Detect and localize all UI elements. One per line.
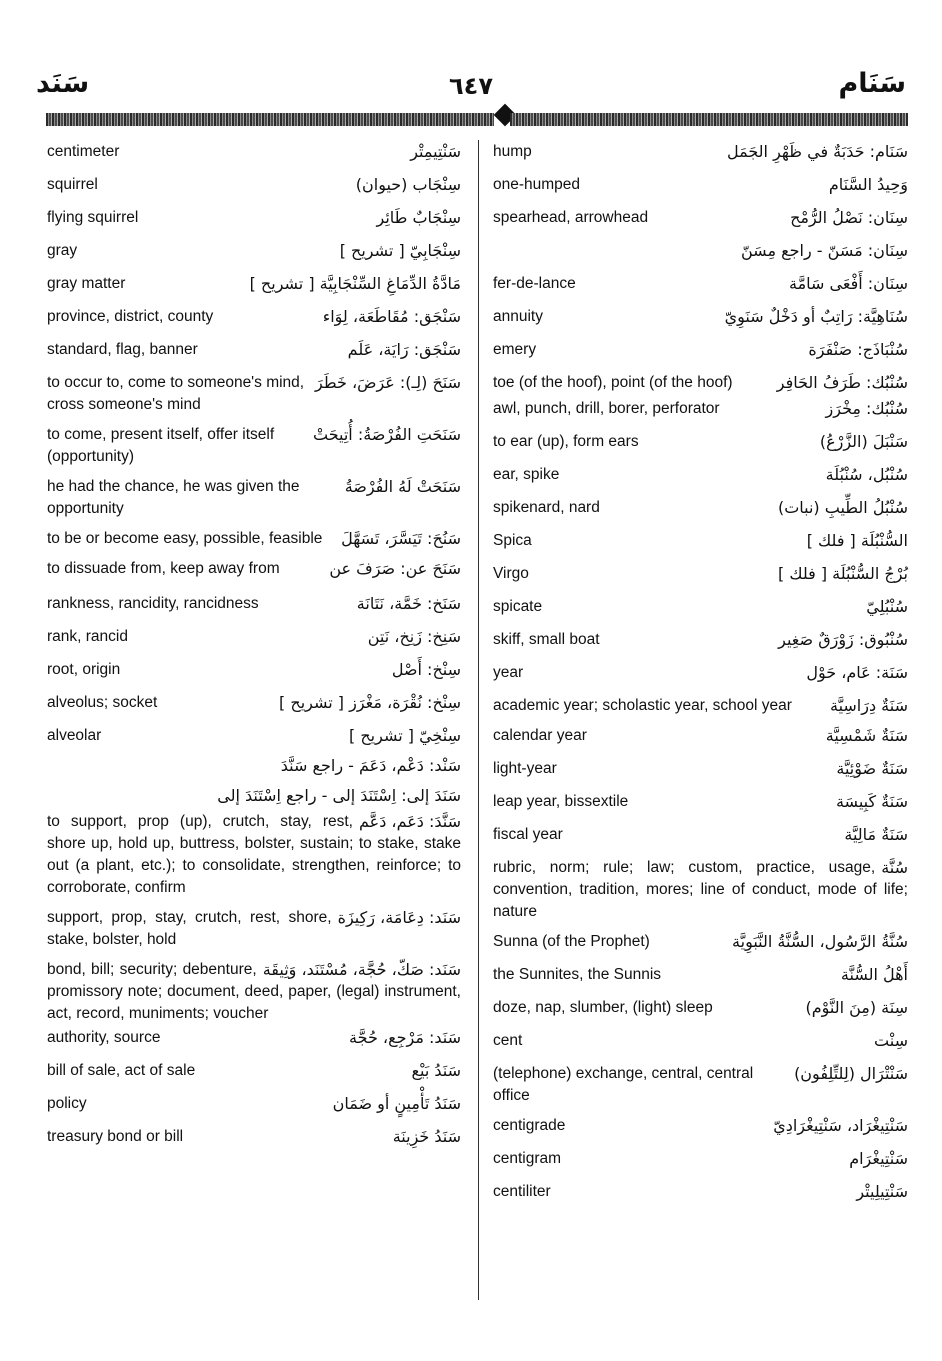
english-definition: province, district, county: [47, 308, 214, 325]
arabic-headword: سِنْخِيّ [ تشريح ]: [349, 726, 461, 745]
dictionary-entry: [493, 141, 908, 163]
arabic-headword: سُنَّة: [881, 858, 908, 877]
dictionary-entry: [47, 273, 461, 295]
english-definition: Virgo: [493, 565, 529, 582]
english-definition: calendar year: [493, 727, 587, 744]
arabic-headword: سِنْجَابِيّ [ تشريح ]: [339, 241, 461, 260]
arabic-headword: سَنَحَتْ لَهُ الفُرْصَةُ: [344, 477, 461, 496]
dictionary-entry: [47, 240, 461, 262]
column-divider: [478, 140, 479, 1300]
english-definition: light-year: [493, 760, 557, 777]
arabic-headword: سِنْخ: نُقْرَة، مَغْرَز [ تشريح ]: [279, 693, 461, 712]
english-definition: Spica: [493, 532, 532, 549]
english-definition: fiscal year: [493, 826, 563, 843]
dictionary-entry: [493, 207, 908, 229]
dictionary-entry: [493, 1181, 908, 1203]
arabic-headword: سَنَدَ إلى: اِسْتَنَدَ إلى - راجع اِسْتَنَدَ إلى: [217, 786, 461, 805]
english-definition: annuity: [493, 308, 543, 325]
dictionary-entry: [47, 339, 461, 361]
arabic-headword: سُنَّةُ الرَّسُول، السُّنَّةُ النَّبَوِيَّة: [732, 932, 908, 951]
dictionary-entry: [493, 1148, 908, 1170]
english-definition: centigram: [493, 1150, 562, 1167]
english-definition: centimeter: [47, 143, 120, 160]
arabic-headword: وَحِيدُ السَّنَام: [828, 175, 908, 194]
english-definition: awl, punch, drill, borer, perforator: [493, 400, 720, 417]
dictionary-entry: [47, 424, 461, 468]
header-rule-right: [510, 113, 908, 126]
left-column: [47, 141, 461, 1148]
english-definition: ear, spike: [493, 466, 560, 483]
english-definition: to occur to, come to someone's mind, cross someone's mind: [47, 374, 305, 413]
english-definition: cent: [493, 1032, 523, 1049]
dictionary-entry: [47, 476, 461, 520]
dictionary-entry: [493, 791, 908, 813]
dictionary-entry: [47, 372, 461, 416]
arabic-headword: سَنَةٌ شَمْسِيَّة: [825, 726, 908, 745]
english-definition: emery: [493, 341, 537, 358]
page-number: ٦٤٧: [449, 72, 493, 100]
dictionary-entry: [493, 824, 908, 846]
arabic-headword: سَنِخ: زَنِخ، نَتِن: [367, 627, 461, 646]
english-definition: centiliter: [493, 1183, 551, 1200]
english-definition: standard, flag, banner: [47, 341, 198, 358]
arabic-headword: السُّنْبُلَة [ فلك ]: [806, 531, 908, 550]
dictionary-entry: [493, 1115, 908, 1137]
arabic-headword: سَنَدُ خَزِينَة: [392, 1127, 461, 1146]
english-definition: leap year, bissextile: [493, 793, 629, 810]
english-definition: (telephone) exchange, central, central office: [493, 1065, 754, 1104]
arabic-headword: سِنَان: مَسَنّ - راجع مِسَنّ: [741, 241, 908, 260]
header-rule-left: [46, 113, 494, 126]
dictionary-entry: [47, 528, 461, 550]
dictionary-entry: [493, 758, 908, 780]
arabic-headword: سَنْجَق: رَايَة، عَلَم: [347, 340, 461, 359]
arabic-headword: سَنَةٌ دِرَاسِيَّة: [829, 696, 908, 715]
arabic-headword: سَنُحَ: تَيَسَّرَ، تَسَهَّلَ: [341, 529, 461, 548]
dictionary-entry: [493, 273, 908, 295]
dictionary-entry: [47, 1027, 461, 1049]
dictionary-entry: [493, 339, 908, 361]
dictionary-entry: [493, 1030, 908, 1052]
arabic-headword: سَنَحَتِ الفُرْصَةُ: أُتِيحَتْ: [312, 425, 461, 444]
dictionary-entry: [493, 563, 908, 585]
arabic-headword: سُنَاهِيَّة: رَاتِبٌ أو دَخْلٌ سَنَوِيّ: [724, 307, 908, 326]
english-definition: support, prop, stay, crutch, rest, shore, stake, bolster, hold: [47, 909, 332, 948]
arabic-headword: سُنْبُلِيّ: [866, 597, 908, 616]
arabic-headword: سَنَةٌ ضَوْئِيَّة: [836, 759, 908, 778]
english-definition: rankness, rancidity, rancidness: [47, 595, 259, 612]
dictionary-entry: [47, 785, 461, 807]
dictionary-entry: [493, 372, 908, 394]
arabic-headword: سُنْبُل، سُنْبُلَة: [825, 465, 908, 484]
english-definition: gray matter: [47, 275, 126, 292]
english-definition: Sunna (of the Prophet): [493, 933, 650, 950]
dictionary-entry: [47, 558, 461, 580]
arabic-headword: بُرْجُ السُّنْبُلَة [ فلك ]: [778, 564, 908, 583]
english-definition: toe (of the hoof), point (of the hoof): [493, 374, 733, 391]
arabic-headword: سُنْبُك: طَرَفُ الحَافِر: [776, 373, 908, 392]
english-definition: policy: [47, 1095, 87, 1112]
dictionary-entry: [493, 431, 908, 453]
dictionary-entry: [47, 174, 461, 196]
arabic-headword: سَنْبَلَ (الزَّرْعُ): [819, 432, 908, 451]
dictionary-entry: [47, 1060, 461, 1082]
arabic-headword: سِنْخ: أَصْل: [391, 660, 461, 679]
english-definition: spicate: [493, 598, 543, 615]
header-left-guide-word: سَنَد: [36, 68, 90, 99]
dictionary-entry: [493, 1063, 908, 1107]
english-definition: bill of sale, act of sale: [47, 1062, 196, 1079]
dictionary-entry: [47, 725, 461, 747]
arabic-headword: سَنَدُ تَأْمِينٍ أو ضَمَان: [332, 1094, 461, 1113]
english-definition: rubric, norm; rule; law; custom, practice, usage, convention, tradition, mores; line of conduct, mode of life; nature: [493, 859, 908, 920]
dictionary-entry: [493, 174, 908, 196]
dictionary-entry: [493, 530, 908, 552]
english-definition: skiff, small boat: [493, 631, 600, 648]
arabic-headword: سَنْتِيغْرَاد، سَنْتِيغْرَادِيّ: [773, 1116, 908, 1135]
arabic-headword: سَنَخ: خَمَّة، نَتَانَة: [356, 594, 461, 613]
arabic-headword: سُنْبُوق: زَوْرَقٌ صَغِير: [778, 630, 908, 649]
english-definition: the Sunnites, the Sunnis: [493, 966, 662, 983]
dictionary-entry: [493, 596, 908, 618]
arabic-headword: سَنْجَق: مُقَاطَعَة، لِوَاء: [322, 307, 461, 326]
dictionary-entry: [493, 857, 908, 923]
arabic-headword: سَنْد: دَعْم، دَعَمَ - راجع سَنَّدَ: [280, 756, 461, 775]
english-definition: to be or become easy, possible, feasible: [47, 530, 323, 547]
english-definition: to come, present itself, offer itself (opportunity): [47, 426, 275, 465]
arabic-headword: سِنْت: [874, 1031, 908, 1050]
dictionary-entry: [493, 497, 908, 519]
english-definition: to support, prop (up), crutch, stay, rest, shore up, hold up, buttress, bolster, sustain; to stake, stake out (a plant, etc.); to consolidate, strengthen, reinforce; to corroborate, confirm: [47, 813, 461, 896]
english-definition: flying squirrel: [47, 209, 139, 226]
arabic-headword: سُنْبَاذَج: صَنْفَرَة: [808, 340, 908, 359]
arabic-headword: سِنَان: نَصْلُ الرُّمْح: [790, 208, 908, 227]
dictionary-entry: [493, 695, 908, 717]
arabic-headword: سِنَة (مِنَ النَّوْم): [805, 998, 908, 1017]
english-definition: treasury bond or bill: [47, 1128, 184, 1145]
english-definition: fer-de-lance: [493, 275, 576, 292]
dictionary-entry: [47, 207, 461, 229]
dictionary-entry: [493, 306, 908, 328]
dictionary-entry: [47, 306, 461, 328]
dictionary-entry: [47, 1126, 461, 1148]
arabic-headword: سَنَةٌ كَبِيسَة: [835, 792, 908, 811]
english-definition: spikenard, nard: [493, 499, 600, 516]
arabic-headword: سَنَّدَ: دَعَم، دَعَّم: [359, 812, 461, 831]
english-definition: year: [493, 664, 524, 681]
dictionary-entry: [493, 964, 908, 986]
dictionary-entry: [493, 464, 908, 486]
dictionary-entry: [493, 398, 908, 420]
arabic-headword: أَهْلُ السُّنَّة: [840, 965, 908, 984]
right-column: [493, 141, 908, 1203]
english-definition: alveolar: [47, 727, 102, 744]
english-definition: alveolus; socket: [47, 694, 158, 711]
arabic-headword: سَنْتِيلِيتْر: [856, 1182, 908, 1201]
dictionary-entry: [47, 811, 461, 899]
dictionary-entry: [47, 141, 461, 163]
dictionary-entry: [493, 997, 908, 1019]
arabic-headword: سِنْجَابٌ طَائِر: [376, 208, 461, 227]
dictionary-entry: [493, 662, 908, 684]
dictionary-entry: [47, 755, 461, 777]
dictionary-entry: [47, 959, 461, 1025]
arabic-headword: سِنَان: أَفْعَى سَامَّة: [789, 274, 908, 293]
english-definition: to ear (up), form ears: [493, 433, 639, 450]
english-definition: bond, bill; security; debenture, promissory note; document, deed, paper, (legal) instrument, act, record, muniments; voucher: [47, 961, 461, 1022]
dictionary-entry: [493, 931, 908, 953]
english-definition: centigrade: [493, 1117, 566, 1134]
arabic-headword: سَنَد: صَكّ، حُجَّة، مُسْتَنَد، وَثِيقَة: [262, 960, 461, 979]
dictionary-entry: [493, 725, 908, 747]
english-definition: squirrel: [47, 176, 98, 193]
arabic-headword: سَنْتْرَال (لِلتِّلِفُون): [794, 1064, 908, 1083]
arabic-headword: سَنْتِيغْرَام: [849, 1149, 908, 1168]
arabic-headword: سَنَة: عَام، حَوْل: [806, 663, 908, 682]
arabic-headword: سَنَد: مَرْجِع، حُجَّة: [349, 1028, 461, 1047]
arabic-headword: سَنَدُ بَيْع: [411, 1061, 461, 1080]
arabic-headword: سَنَحَ (لِـ): عَرَضَ، خَطَرَ: [315, 373, 461, 392]
arabic-headword: سِنْجَاب (حيوان): [355, 175, 461, 194]
english-definition: doze, nap, slumber, (light) sleep: [493, 999, 713, 1016]
arabic-headword: سُنْبُك: مِخْرَز: [825, 399, 908, 418]
english-definition: spearhead, arrowhead: [493, 209, 649, 226]
english-definition: to dissuade from, keep away from: [47, 560, 280, 577]
arabic-headword: سَنَد: دِعَامَة، رَكِيزَة: [337, 908, 461, 927]
dictionary-entry: [47, 626, 461, 648]
dictionary-entry: [47, 692, 461, 714]
english-definition: one-humped: [493, 176, 581, 193]
english-definition: he had the chance, he was given the opportunity: [47, 478, 300, 517]
english-definition: root, origin: [47, 661, 121, 678]
arabic-headword: سُنْبُلُ الطِّيبِ (نبات): [777, 498, 908, 517]
arabic-headword: سَنَةٌ مَالِيَّة: [844, 825, 908, 844]
arabic-headword: سَنَحَ عن: صَرَفَ عن: [329, 559, 461, 578]
dictionary-entry: [493, 629, 908, 651]
arabic-headword: مَادَّةُ الدِّمَاغِ السِّنْجَابِيَّة [ تشريح ]: [249, 274, 461, 293]
dictionary-entry: [47, 1093, 461, 1115]
arabic-headword: سَنَام: حَدَبَةٌ في ظَهْرِ الجَمَل: [726, 142, 908, 161]
header-right-guide-word: سَنَام: [838, 68, 906, 99]
arabic-headword: سَنْتِيمِتْر: [410, 142, 461, 161]
dictionary-entry: [47, 593, 461, 615]
english-definition: rank, rancid: [47, 628, 128, 645]
english-definition: hump: [493, 143, 532, 160]
dictionary-entry: [47, 659, 461, 681]
english-definition: academic year; scholastic year, school year: [493, 697, 792, 714]
english-definition: authority, source: [47, 1029, 161, 1046]
dictionary-entry: [47, 907, 461, 951]
dictionary-entry: [493, 240, 908, 262]
english-definition: gray: [47, 242, 78, 259]
